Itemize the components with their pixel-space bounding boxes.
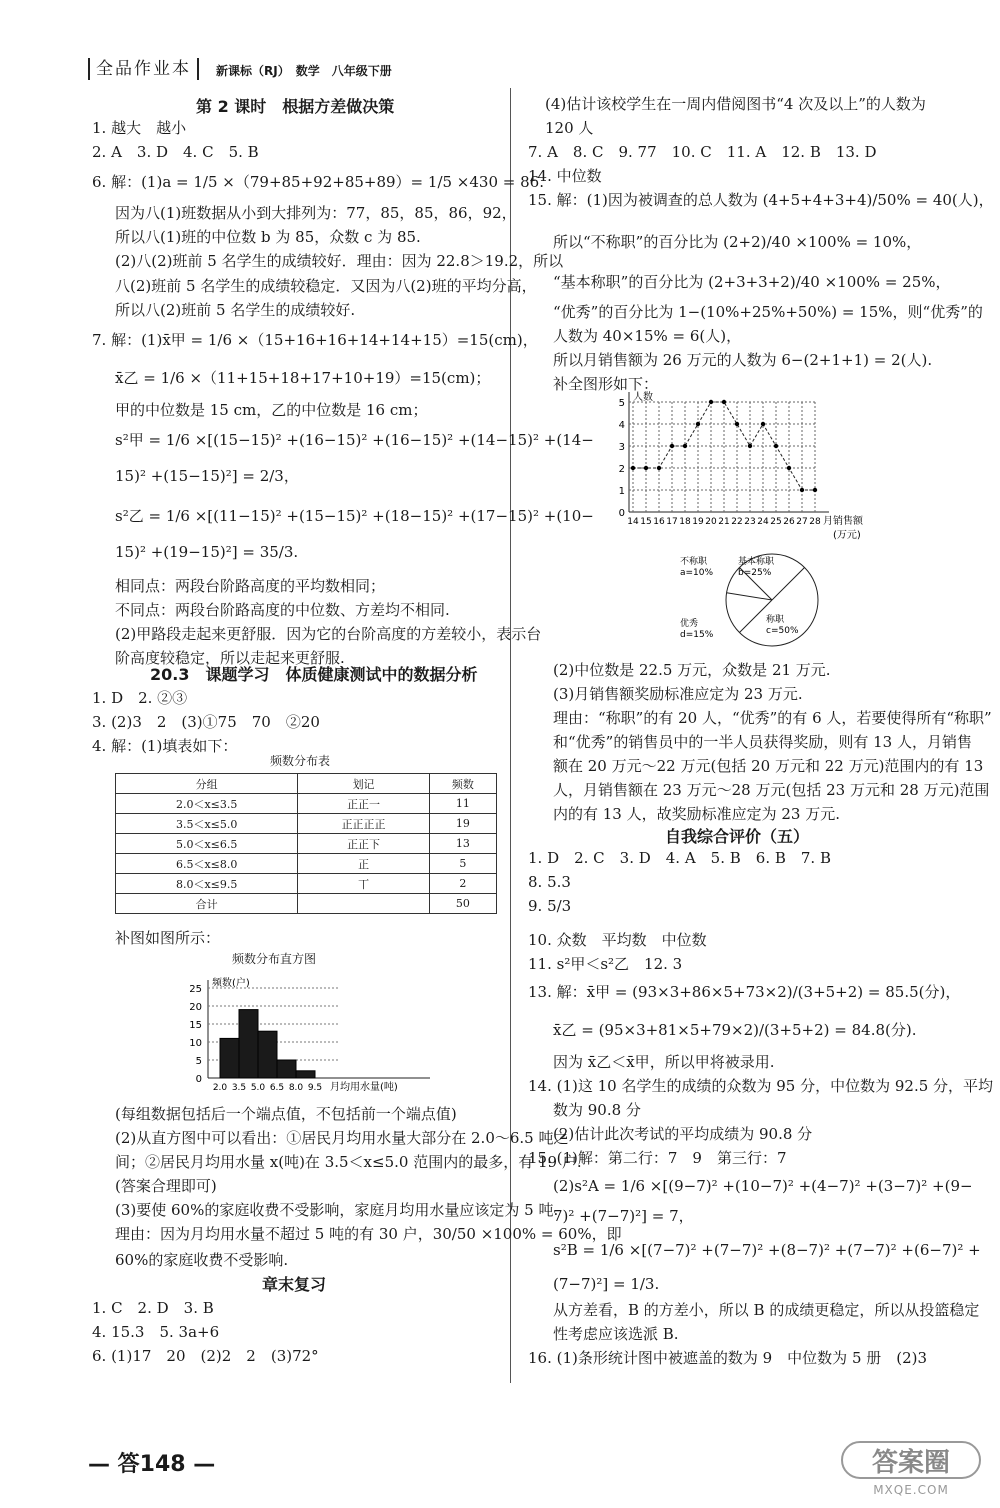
table-cell: 5 bbox=[429, 854, 496, 874]
y-tick-label: 2 bbox=[618, 464, 625, 475]
answer-line: (4)估计该校学生在一周内借阅图书“4 次及以上”的人数为 bbox=[545, 95, 926, 113]
x-tick-label: 28 bbox=[809, 517, 821, 527]
x-tick-label: 24 bbox=[757, 517, 769, 527]
section-heading: 第 2 课时 根据方差做决策 bbox=[196, 97, 395, 116]
y-tick-label: 3 bbox=[618, 442, 625, 453]
table-cell: 正正正正 bbox=[298, 814, 429, 834]
page-number: — 答148 — bbox=[88, 1452, 216, 1477]
table-header: 频数 bbox=[429, 774, 496, 794]
answer-line: 14. 中位数 bbox=[528, 167, 602, 185]
answer-line: 理由：因为月均用水量不超过 5 吨的有 30 户，30/50 ×100% = 60%，即 bbox=[115, 1225, 622, 1243]
pie-slice-value: b=25% bbox=[738, 568, 772, 578]
answer-line: “优秀”的百分比为 1−(10%+25%+50%) = 15%，则“优秀”的 bbox=[553, 303, 983, 321]
answer-line: 15)² +(19−15)²] = 35/3. bbox=[115, 543, 299, 561]
table-header: 划记 bbox=[298, 774, 429, 794]
answer-line: 补图如图所示： bbox=[115, 929, 221, 947]
x-tick-label: 19 bbox=[692, 517, 704, 527]
answer-line: 所以八(1)班的中位数 b 为 85，众数 c 为 85. bbox=[115, 228, 421, 246]
pie-chart bbox=[678, 550, 828, 655]
answer-line: 内的有 13 人，故奖励标准应定为 23 万元. bbox=[553, 805, 841, 823]
pie-slice-value: a=10% bbox=[680, 568, 714, 578]
x-tick-label: 6.5 bbox=[269, 1083, 285, 1093]
y-axis-label: 频数(户) bbox=[212, 978, 250, 989]
data-point bbox=[748, 444, 752, 448]
table-cell: 11 bbox=[429, 794, 496, 814]
answer-line: 数为 90.8 分 bbox=[553, 1101, 641, 1119]
histogram-bar bbox=[277, 1060, 296, 1078]
x-axis-label: 月销售额 bbox=[823, 516, 863, 527]
y-tick-label: 0 bbox=[195, 1074, 202, 1085]
y-tick-label: 5 bbox=[195, 1056, 202, 1067]
answer-line: 因为八(1)班数据从小到大排列为：77，85，85，86，92， bbox=[115, 204, 517, 222]
brand-title: 全品作业本 bbox=[88, 58, 199, 80]
answer-line: (答案合理即可) bbox=[115, 1177, 217, 1195]
answer-line: (2)从直方图中可以看出：①居民月均用水量大部分在 2.0～6.5 吨之 bbox=[115, 1129, 569, 1147]
answer-line: 1. D 2. ②③ bbox=[92, 689, 188, 707]
answer-line: (每组数据包括后一个端点值，不包括前一个端点值) bbox=[115, 1105, 457, 1123]
histogram-title: 频数分布直方图 bbox=[232, 952, 317, 966]
table-cell: 8.0＜x≤9.5 bbox=[116, 874, 298, 894]
x-tick-label: 21 bbox=[718, 517, 730, 527]
answer-line: (2)估计此次考试的平均成绩为 90.8 分 bbox=[553, 1125, 813, 1143]
answer-line: 间；②居民月均用水量 x(吨)在 3.5＜x≤5.0 范围内的最多，有 19 户. bbox=[115, 1153, 582, 1171]
data-point bbox=[774, 444, 778, 448]
x-tick-label: 8.0 bbox=[288, 1083, 304, 1093]
data-point bbox=[696, 422, 700, 426]
pie-slice-edge bbox=[772, 567, 805, 600]
answer-line: 13. 解：x̄甲 = (93×3+86×5+73×2)/(3+5+2) = 85.5(分)， bbox=[528, 983, 961, 1001]
answer-line: 7. 解：(1)x̄甲 = 1/6 ×（15+16+16+14+14+15）=15(cm)， bbox=[92, 331, 538, 349]
data-point bbox=[761, 422, 765, 426]
answer-line: 60%的家庭收费不受影响. bbox=[115, 1251, 289, 1269]
histogram-bar bbox=[239, 1010, 258, 1078]
y-tick-label: 1 bbox=[618, 486, 625, 497]
answer-line: 八(2)班前 5 名学生的成绩较稳定．又因为八(2)班的平均分高， bbox=[115, 277, 537, 295]
answer-line: 1. 越大 越小 bbox=[92, 119, 187, 137]
pie-slice-label: 基本称职 bbox=[738, 557, 775, 567]
y-tick-label: 5 bbox=[618, 398, 625, 409]
table-row bbox=[116, 894, 497, 914]
line-chart bbox=[615, 388, 885, 548]
x-tick-label: 26 bbox=[783, 517, 795, 527]
answer-line: 相同点：两段台阶路高度的平均数相同； bbox=[115, 577, 386, 595]
answer-line: 15. (1)解：第二行：7 9 第三行：7 bbox=[528, 1149, 787, 1167]
answer-line: 因为 x̄乙＜x̄甲，所以甲将被录用. bbox=[553, 1053, 775, 1071]
answer-line: s²甲 = 1/6 ×[(15−15)² +(16−15)² +(16−15)² +(14−15)² +(14− bbox=[115, 431, 594, 449]
answer-line: 甲的中位数是 15 cm，乙的中位数是 16 cm； bbox=[115, 401, 428, 419]
pie-slice-label: 称职 bbox=[766, 615, 785, 625]
pie-slice-label: 优秀 bbox=[680, 619, 699, 629]
answer-line: (3)月销售额奖励标准应定为 23 万元. bbox=[553, 685, 803, 703]
answer-line: (2)s²A = 1/6 ×[(9−7)² +(10−7)² +(4−7)² +(3−7)² +(9− bbox=[553, 1177, 973, 1195]
y-axis-label: 人数 bbox=[633, 392, 653, 403]
data-point bbox=[657, 466, 661, 470]
svg-text:MXQE.COM: MXQE.COM bbox=[873, 1483, 949, 1497]
answer-line: “基本称职”的百分比为 (2+3+3+2)/40 ×100% = 25%， bbox=[553, 273, 951, 291]
section-heading: 自我综合评价（五） bbox=[665, 827, 810, 846]
x-tick-label: 16 bbox=[653, 517, 665, 527]
answer-line: (2)中位数是 22.5 万元，众数是 21 万元. bbox=[553, 661, 831, 679]
answer-line: 9. 5/3 bbox=[528, 897, 572, 915]
answer-line: 120 人 bbox=[545, 119, 594, 137]
histogram-bar bbox=[296, 1071, 315, 1078]
answer-line: x̄乙 = (95×3+81×5+79×2)/(3+5+2) = 84.8(分). bbox=[553, 1021, 917, 1039]
answer-line: 2. A 3. D 4. C 5. B bbox=[92, 143, 259, 161]
answer-line: 人，月销售额在 23 万元～28 万元(包括 23 万元和 28 万元)范围 bbox=[553, 781, 990, 799]
x-tick-label: 14 bbox=[627, 517, 639, 527]
answer-line: 所以月销售额为 26 万元的人数为 6−(2+1+1) = 2(人). bbox=[553, 351, 933, 369]
y-tick-label: 25 bbox=[189, 984, 202, 995]
answer-line: 7. A 8. C 9. 77 10. C 11. A 12. B 13. D bbox=[528, 143, 877, 161]
x-tick-label: 3.5 bbox=[231, 1083, 247, 1093]
x-axis-unit: (万元) bbox=[833, 530, 861, 541]
y-tick-label: 0 bbox=[618, 508, 625, 519]
x-axis-label: 月均用水量(吨) bbox=[330, 1082, 398, 1093]
answer-line: s²B = 1/6 ×[(7−7)² +(7−7)² +(8−7)² +(7−7)² +(6−7)² + bbox=[553, 1241, 981, 1259]
table-row bbox=[116, 834, 497, 854]
answer-line: (3)要使 60%的家庭收费不受影响，家庭月均用水量应该定为 5 吨. bbox=[115, 1201, 559, 1219]
answer-line: 4. 15.3 5. 3a+6 bbox=[92, 1323, 220, 1341]
answer-line: 从方差看，B 的方差小，所以 B 的成绩更稳定，所以从投篮稳定 bbox=[553, 1301, 980, 1319]
x-tick-label: 20 bbox=[705, 517, 717, 527]
answer-line: 6. (1)17 20 (2)2 2 (3)72° bbox=[92, 1347, 319, 1365]
section-heading: 章末复习 bbox=[262, 1275, 327, 1294]
table-cell: 丅 bbox=[298, 874, 429, 894]
answer-line: 所以八(2)班前 5 名学生的成绩较好. bbox=[115, 301, 356, 319]
answer-line: 1. D 2. C 3. D 4. A 5. B 6. B 7. B bbox=[528, 849, 831, 867]
data-point bbox=[722, 400, 726, 404]
table-cell: 3.5＜x≤5.0 bbox=[116, 814, 298, 834]
x-tick-label: 5.0 bbox=[250, 1083, 266, 1093]
x-tick-label: 18 bbox=[679, 517, 691, 527]
answer-line: 所以“不称职”的百分比为 (2+2)/40 ×100% = 10%， bbox=[553, 233, 922, 251]
table-cell: 50 bbox=[429, 894, 496, 914]
x-tick-label: 27 bbox=[796, 517, 808, 527]
y-tick-label: 4 bbox=[618, 420, 625, 431]
table-cell bbox=[298, 894, 429, 914]
x-tick-label: 2.0 bbox=[212, 1083, 228, 1093]
table-cell: 19 bbox=[429, 814, 496, 834]
data-point bbox=[670, 444, 674, 448]
answer-line: 15)² +(15−15)²] = 2/3， bbox=[115, 467, 299, 485]
answer-line: 理由：“称职”的有 20 人，“优秀”的有 6 人，若要使得所有“称职” bbox=[553, 709, 992, 727]
answer-line: 人数为 40×15% = 6(人)， bbox=[553, 327, 742, 345]
table-cell: 13 bbox=[429, 834, 496, 854]
x-tick-label: 22 bbox=[731, 517, 743, 527]
x-tick-label: 15 bbox=[640, 517, 652, 527]
table-cell: 2 bbox=[429, 874, 496, 894]
table-title: 频数分布表 bbox=[270, 754, 331, 768]
table-cell: 6.5＜x≤8.0 bbox=[116, 854, 298, 874]
data-point bbox=[709, 400, 713, 404]
page-header bbox=[88, 58, 468, 86]
answer-line: 16. (1)条形统计图中被遮盖的数为 9 中位数为 5 册 (2)3 bbox=[528, 1349, 928, 1367]
answer-line: 3. (2)3 2 (3)①75 70 ②20 bbox=[92, 713, 320, 731]
table-row bbox=[116, 814, 497, 834]
histogram-bar bbox=[258, 1031, 277, 1078]
answer-line: 7)² +(7−7)²] = 7， bbox=[553, 1207, 694, 1225]
x-tick-label: 17 bbox=[666, 517, 678, 527]
data-point bbox=[631, 466, 635, 470]
svg-text:答案圈: 答案圈 bbox=[871, 1448, 951, 1478]
answer-line: (2)甲路段走起来更舒服．因为它的台阶高度的方差较小，表示台 bbox=[115, 625, 542, 643]
answer-line: 10. 众数 平均数 中位数 bbox=[528, 931, 707, 949]
data-point bbox=[813, 488, 817, 492]
table-cell: 正正一 bbox=[298, 794, 429, 814]
x-tick-label: 25 bbox=[770, 517, 782, 527]
pie-slice-label: 不称职 bbox=[680, 557, 708, 567]
answer-line: 15. 解：(1)因为被调查的总人数为 (4+5+4+3+4)/50% = 40(人)， bbox=[528, 191, 994, 209]
table-row bbox=[116, 874, 497, 894]
answer-line: x̄乙 = 1/6 ×（11+15+18+17+10+19）=15(cm)； bbox=[115, 369, 491, 387]
table-header: 分组 bbox=[116, 774, 298, 794]
table-row bbox=[116, 794, 497, 814]
x-tick-label: 23 bbox=[744, 517, 756, 527]
frequency-table bbox=[115, 773, 497, 914]
answer-line: 6. 解：(1)a = 1/5 ×（79+85+92+85+89）= 1/5 ×430 = 86. bbox=[92, 173, 544, 191]
data-point bbox=[735, 422, 739, 426]
histogram bbox=[180, 968, 440, 1098]
table-cell: 正 bbox=[298, 854, 429, 874]
table-cell: 2.0＜x≤3.5 bbox=[116, 794, 298, 814]
y-tick-label: 10 bbox=[189, 1038, 202, 1049]
answer-line: 补全图形如下： bbox=[553, 375, 659, 393]
section-heading: 20.3 课题学习 体质健康测试中的数据分析 bbox=[150, 665, 478, 684]
answer-line: s²乙 = 1/6 ×[(11−15)² +(15−15)² +(18−15)² +(17−15)² +(10− bbox=[115, 507, 594, 525]
data-point bbox=[683, 444, 687, 448]
answer-line: 4. 解：(1)填表如下： bbox=[92, 737, 238, 755]
answer-line: 阶高度较稳定，所以走起来更舒服. bbox=[115, 649, 345, 667]
answer-line: (7−7)²] = 1/3. bbox=[553, 1275, 660, 1293]
answer-line: 性考虑应该选派 B. bbox=[553, 1325, 679, 1343]
table-cell: 正正下 bbox=[298, 834, 429, 854]
header-subtitle: 新课标（RJ） 数学 八年级下册 bbox=[216, 64, 392, 78]
data-point bbox=[644, 466, 648, 470]
histogram-bar bbox=[220, 1038, 239, 1078]
table-cell: 合计 bbox=[116, 894, 298, 914]
pie-slice-value: d=15% bbox=[680, 630, 714, 640]
pie-slice-value: c=50% bbox=[766, 626, 799, 636]
data-point bbox=[787, 466, 791, 470]
answer-line: 和“优秀”的销售员中的一半人员获得奖励，则有 13 人，月销售 bbox=[553, 733, 972, 751]
x-tick-label: 9.5 bbox=[307, 1083, 323, 1093]
y-tick-label: 20 bbox=[189, 1002, 202, 1013]
answer-line: 8. 5.3 bbox=[528, 873, 571, 891]
answer-line: 1. C 2. D 3. B bbox=[92, 1299, 214, 1317]
y-tick-label: 15 bbox=[189, 1020, 202, 1031]
data-point bbox=[800, 488, 804, 492]
answer-line: (2)八(2)班前 5 名学生的成绩较好．理由：因为 22.8＞19.2，所以 bbox=[115, 252, 564, 270]
answer-line: 14. (1)这 10 名学生的成绩的众数为 95 分，中位数为 92.5 分，平均 bbox=[528, 1077, 994, 1095]
answer-line: 额在 20 万元～22 万元(包括 20 万元和 22 万元)范围内的有 13 bbox=[553, 757, 984, 775]
table-cell: 5.0＜x≤6.5 bbox=[116, 834, 298, 854]
table-row bbox=[116, 854, 497, 874]
answer-line: 不同点：两段台阶路高度的中位数、方差均不相同. bbox=[115, 601, 450, 619]
watermark-logo bbox=[836, 1438, 986, 1498]
answer-line: 11. s²甲＜s²乙 12. 3 bbox=[528, 955, 683, 973]
